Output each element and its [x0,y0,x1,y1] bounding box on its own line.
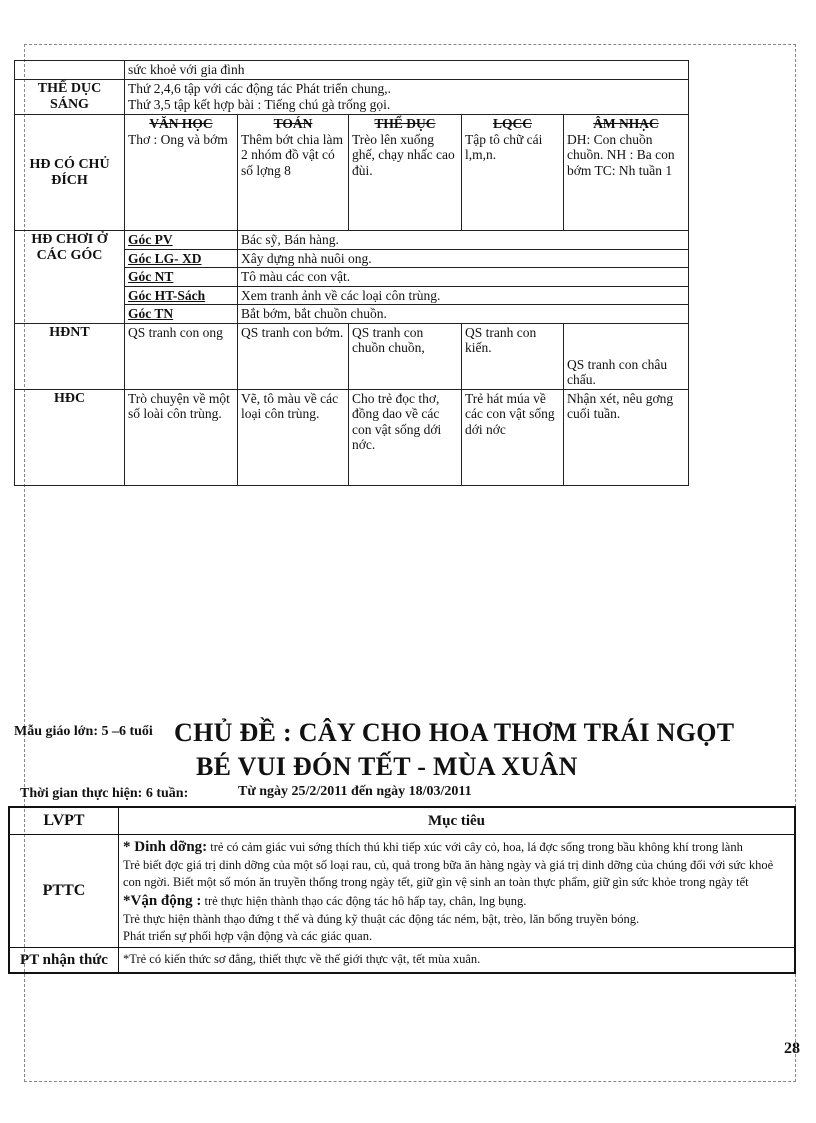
goals-row-ptnt [9,947,795,973]
age-group: Mẫu giáo lớn: 5 –6 tuổi [14,724,153,739]
motor-line-1 [123,891,790,911]
nutrition-lead: * Dinh dỡng: [123,838,208,855]
corner-row-1 [15,231,689,250]
corner-text: Xây dựng nhà nuôi ong. [238,249,689,268]
area-ptnt: PT nhận thức [9,947,119,973]
corner-name: Góc LG- XD [125,249,238,268]
col-goal-header: Mục tiêu [119,807,796,834]
subject-math [238,115,349,231]
goal-ptnt: *Trẻ có kiến thức sơ đẳng, thiết thực về thế giới thực vật, tết mùa xuân. [119,947,796,973]
theme-title: CHỦ ĐỀ : CÂY CHO HOA THƠM TRÁI NGỌT [174,718,735,747]
schedule-row-health [15,61,689,80]
schedule-row-focused-activity [15,115,689,231]
subject-text: Thơ : Ong và bớm [128,131,228,147]
afternoon-cell: Trẻ hát múa về các con vật sống dới nớc [462,389,564,485]
afternoon-cell: Vẽ, tô màu về các loại côn trùng. [238,389,349,485]
nutrition-line-1 [123,837,790,857]
motor-line-2: Trẻ thực hiện thành thạo đứng t thế và đúng kỹ thuật các động tác ném, bật, trèo, lăn bống truyền bóng. [123,911,640,926]
outdoor-cell: QS tranh con ong [125,323,238,389]
schedule-row-outdoor [15,323,689,389]
goals-header-row [9,807,795,834]
row-label-corners: HĐ CHƠI Ở CÁC GÓC [15,231,125,324]
corner-text: Tô màu các con vật. [238,268,689,287]
goal-pttc [119,834,796,947]
corner-text: Bác sỹ, Bán hàng. [238,231,689,250]
corner-text: Bắt bớm, bắt chuồn chuồn. [238,305,689,324]
row-label-outdoor: HĐNT [15,323,125,389]
motor-text: trẻ thực hiện thành thạo các động tác hô hấp tay, chân, lng bụng. [204,893,527,908]
motor-lead: *Vận động : [123,892,202,909]
corner-name: Góc TN [125,305,238,324]
subject-title: THỂ DỤC [374,116,436,132]
date-range: Từ ngày 25/2/2011 đến ngày 18/03/2011 [238,784,472,799]
afternoon-cell: Cho trẻ đọc thơ, đồng dao về các con vật sống dới nớc. [349,389,462,485]
corner-text: Xem tranh ảnh về các loại côn trùng. [238,286,689,305]
subject-text: Tập tô chữ cái l,m,n. [465,131,543,163]
subtheme-title: BÉ VUI ĐÓN TẾT - MÙA XUÂN [196,752,578,781]
subject-text: DH: Con chuồn chuồn. NH : Ba con bớm TC: Nh tuần 1 [567,131,675,178]
row-label-afternoon: HĐC [15,389,125,485]
duration: Thời gian thực hiện: 6 tuần: [20,786,189,801]
exercise-line-2: Thứ 3,5 tập kết hợp bài : Tiếng chú gà trống gọi. [128,96,391,112]
corner-name: Góc NT [125,268,238,287]
weekly-schedule-table [14,60,689,486]
outdoor-cell: QS tranh con châu chấu. [564,323,689,389]
outdoor-cell: QS tranh con kiến. [462,323,564,389]
goals-row-pttc [9,834,795,947]
exercise-line-1: Thứ 2,4,6 tập với các động tác Phát triển chung,. [128,81,392,96]
goals-table [8,806,796,974]
page-number: 28 [784,1040,800,1057]
afternoon-cell: Nhận xét, nêu gơng cuối tuần. [564,389,689,485]
subject-pe [349,115,462,231]
schedule-row-afternoon [15,389,689,485]
nutrition-text: trẻ có cảm giác vui sớng thích thú khi tiếp xúc với cây cỏ, hoa, lá đợc sống trong bầu không khí trong lành [210,839,743,854]
outdoor-cell: QS tranh con chuồn chuồn, [349,323,462,389]
outdoor-cell: QS tranh con bớm. [238,323,349,389]
corner-name: Góc HT-Sách [125,286,238,305]
subject-title: TOÁN [273,116,313,132]
morning-exercise-text [125,80,689,115]
area-pttc: PTTC [9,834,119,947]
subject-literature [125,115,238,231]
subject-text: Thêm bớt chia làm 2 nhóm đồ vật có số lợng 8 [241,131,343,178]
row-label-empty [15,61,125,80]
corner-name: Góc PV [125,231,238,250]
subject-title: VĂN HỌC [149,116,213,132]
subject-letters [462,115,564,231]
subject-text: Trèo lên xuống ghế, chạy nhấc cao đùi. [352,131,455,178]
motor-line-3: Phát triển sự phối hợp vận động và các giác quan. [123,928,373,943]
subject-music [564,115,689,231]
row-label-focused-activity: HĐ CÓ CHỦ ĐÍCH [15,115,125,231]
col-area-header: LVPT [9,807,119,834]
schedule-row-morning-exercise [15,80,689,115]
subject-title: ÂM NHẠC [593,116,659,132]
health-text: sức khoẻ với gia đình [125,61,689,80]
row-label-morning-exercise: THỂ DỤC SÁNG [15,80,125,115]
afternoon-cell: Trò chuyện về một số loài côn trùng. [125,389,238,485]
subject-title: LQCC [492,116,532,132]
nutrition-line-2: Trẻ biết đợc giá trị dinh dỡng của một số loại rau, củ, quả trong bữa ăn hàng ngày và giá trị dinh dỡng của chúng đối với sức khoẻ con ngời. Biết một số món ăn truyền thống trong ngày tết, giữ gìn vệ sinh an toàn thực phẩm, giữ gìn sức khỏe trong ngày tết [123,857,774,889]
